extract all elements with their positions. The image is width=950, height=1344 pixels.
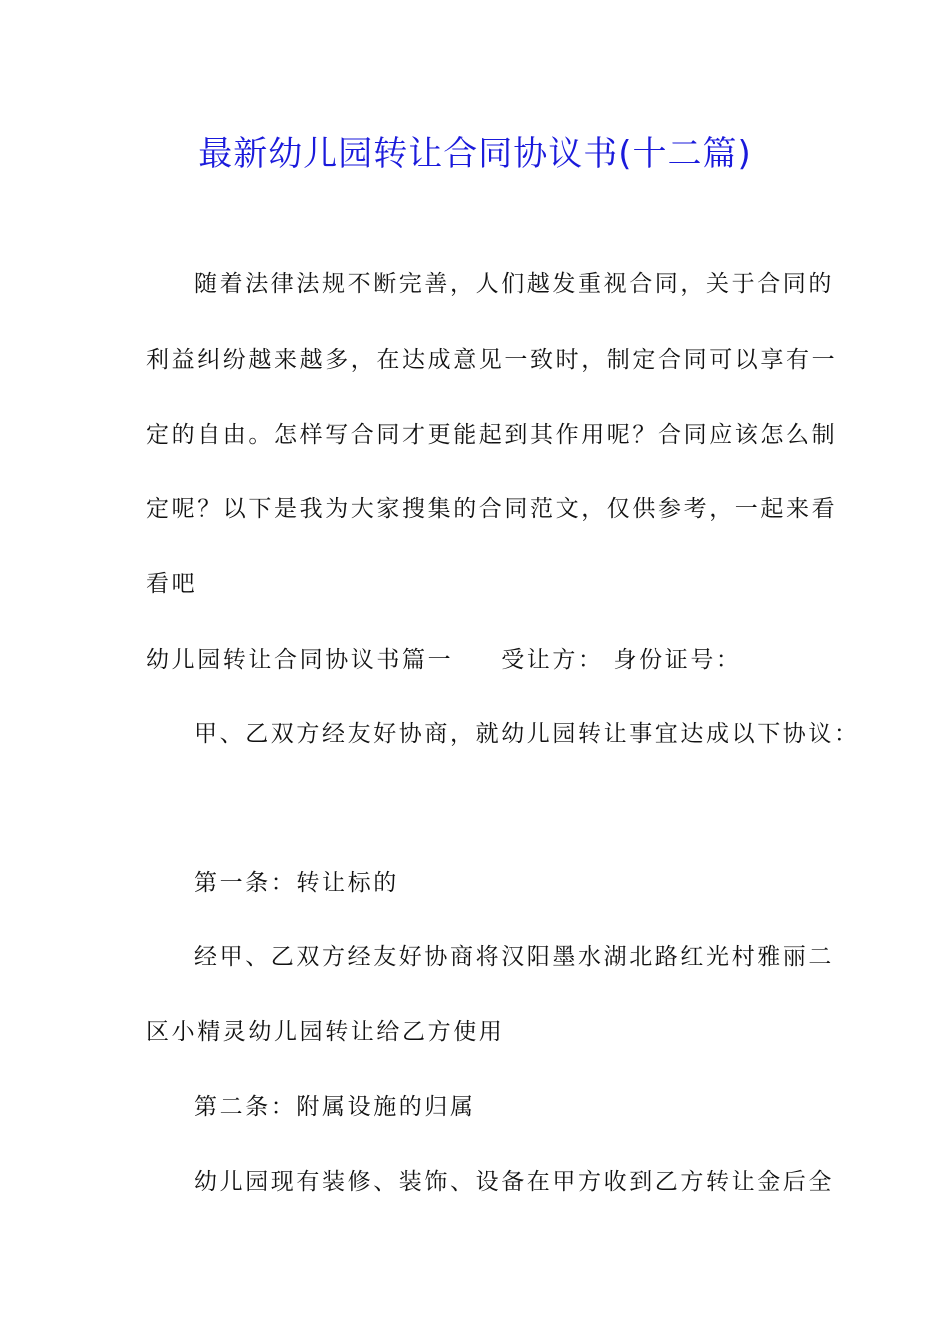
intro-line-1: 随着法律法规不断完善，人们越发重视合同，关于合同的 <box>194 271 834 297</box>
agreement-intro: 甲、乙双方经友好协商，就幼儿园转让事宜达成以下协议： <box>194 721 860 747</box>
article2-heading: 第二条：附属设施的归属 <box>194 1094 476 1120</box>
intro-line-3: 定的自由。怎样写合同才更能起到其作用呢？合同应该怎么制 <box>146 422 838 448</box>
intro-line-5: 看吧 <box>146 571 198 597</box>
article2-body-line-1: 幼儿园现有装修、装饰、设备在甲方收到乙方转让金后全 <box>194 1169 834 1195</box>
article1-heading: 第一条：转让标的 <box>194 870 399 896</box>
intro-line-4: 定呢？以下是我为大家搜集的合同范文，仅供参考，一起来看 <box>146 496 838 522</box>
intro-line-2: 利益纠纷越来越多，在达成意见一致时，制定合同可以享有一 <box>146 347 838 373</box>
section-heading-line <box>146 644 742 676</box>
section-fields: 受让方： 身份证号： <box>501 647 742 673</box>
article1-body-line-1: 经甲、乙双方经友好协商将汉阳墨水湖北路红光村雅丽二 <box>194 944 834 970</box>
section-heading: 幼儿园转让合同协议书篇一 <box>146 647 454 673</box>
article1-body-line-2: 区小精灵幼儿园转让给乙方使用 <box>146 1019 505 1045</box>
document-title: 最新幼儿园转让合同协议书(十二篇) <box>198 134 752 174</box>
